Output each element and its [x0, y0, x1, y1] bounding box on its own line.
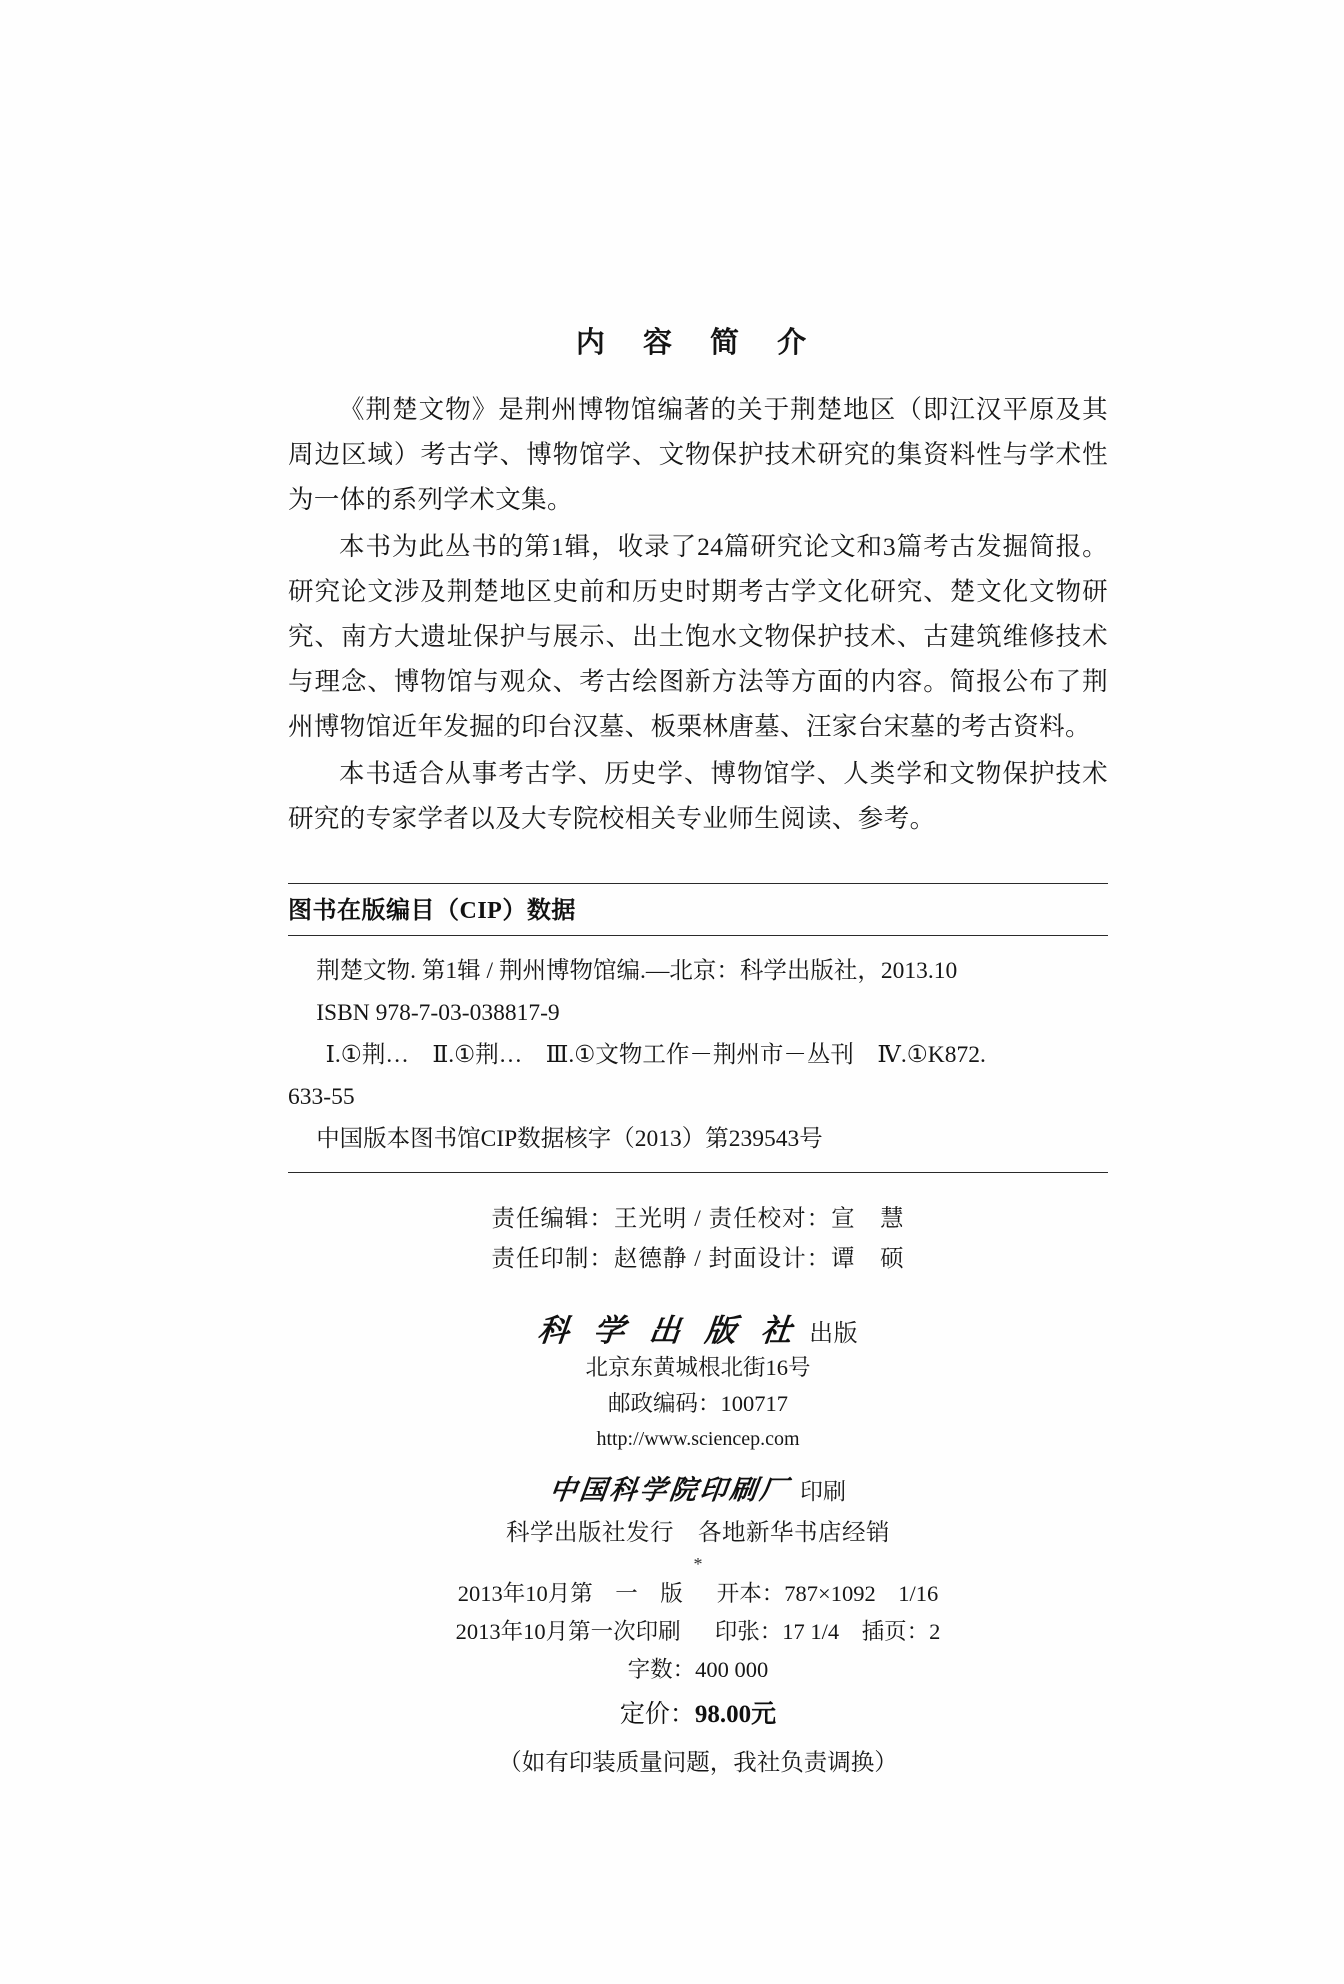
cip-line-classification: Ⅰ.①荆… Ⅱ.①荆… Ⅲ.①文物工作－荆州市－丛刊 Ⅳ.①K872.	[325, 1042, 986, 1068]
spec-line-printing	[288, 1613, 1108, 1651]
spec-line-words: 字数：400 000	[627, 1657, 769, 1682]
edition-date: 2013年10月第 一 版	[457, 1581, 683, 1606]
printer-suffix: 印刷	[800, 1479, 846, 1504]
publisher-row	[288, 1305, 1108, 1350]
cip-line-isbn: ISBN 978-7-03-038817-9	[316, 1000, 560, 1026]
distribution-line: 科学出版社发行 各地新华书店经销	[506, 1520, 890, 1546]
book-format: 开本：787×1092 1/16	[716, 1581, 939, 1606]
credit-printing-line: 责任印制：赵德静 / 封面设计：谭 硕	[491, 1246, 905, 1272]
publisher-url: http://www.sciencep.com	[596, 1428, 800, 1450]
printer-row	[288, 1468, 1108, 1507]
abstract-paragraph-2: 本书为此丛书的第1辑，收录了24篇研究论文和3篇考古发掘简报。研究论文涉及荆楚地区史前和历史时期考古学文化研究、楚文化文物研究、南方大遗址保护与展示、出土饱水文物保护技术、古建筑维修技术与理念、博物馆与观众、考古绘图新方法等方面的内容。简报公布了荆州博物馆近年发掘的印台汉墓、板栗林唐墓、汪家台宋墓的考古资料。	[288, 532, 1108, 741]
page-title: 内 容 简 介	[575, 325, 821, 359]
cip-heading: 图书在版编目（CIP）数据	[288, 898, 576, 924]
quality-note: （如有印装质量问题，我社负责调换）	[498, 1750, 898, 1776]
abstract-paragraph-1: 《荆楚文物》是荆州博物馆编著的关于荆楚地区（即江汉平原及其周边区域）考古学、博物馆学、文物保护技术研究的集资料性与学术性为一体的系列学术文集。	[288, 395, 1108, 514]
cip-line-title: 荆楚文物. 第1辑 / 荆州博物馆编.—北京：科学出版社，2013.10	[316, 958, 958, 984]
page-content	[288, 320, 1108, 1783]
publisher-postcode: 邮政编码：100717	[607, 1391, 788, 1416]
cip-line-check-number: 中国版本图书馆CIP数据核字（2013）第239543号	[316, 1126, 823, 1152]
printer-logotype: 中国科学院印刷厂	[547, 1475, 792, 1506]
abstract-paragraph-3: 本书适合从事考古学、历史学、博物馆学、人类学和文物保护技术研究的专家学者以及大专院校相关专业师生阅读、参考。	[288, 759, 1108, 833]
publisher-suffix: 出版	[809, 1321, 859, 1347]
publisher-address: 北京东黄城根北街16号	[585, 1355, 811, 1380]
publisher-logotype: 科 学 出 版 社	[535, 1313, 801, 1349]
print-date: 2013年10月第一次印刷	[455, 1619, 681, 1644]
price-line	[288, 1693, 1108, 1737]
print-sheets: 印张：17 1/4 插页：2	[714, 1619, 941, 1644]
separator-asterisk: *	[693, 1554, 703, 1574]
price-label: 定价：	[619, 1701, 695, 1728]
credit-editor-line: 责任编辑：王光明 / 责任校对：宣 慧	[491, 1206, 905, 1232]
price-value: 98.00元	[694, 1701, 777, 1728]
staff-credits	[288, 1173, 1108, 1279]
spec-line-edition	[288, 1575, 1108, 1613]
cip-body	[288, 936, 1108, 1172]
cip-block	[288, 883, 1108, 1173]
cip-line-classification-cont: 633-55	[288, 1084, 355, 1110]
